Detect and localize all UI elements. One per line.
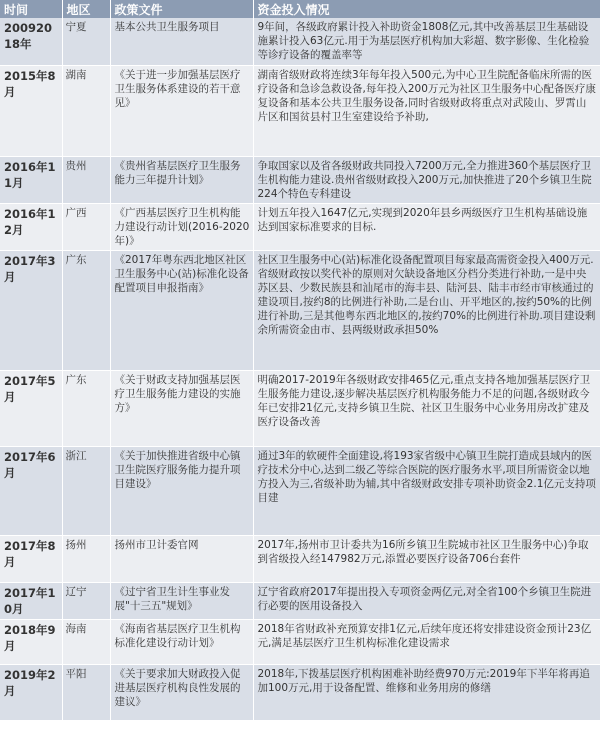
cell-funding: 计划五年投入1647亿元,实现到2020年县乡两级医疗卫生机构基础设施达到国家标准要求的目标. <box>253 203 600 250</box>
cell-policy: 《过宁省卫生计生事业发展"十三五"规划》 <box>110 582 253 619</box>
cell-time: 2017年8月 <box>0 535 62 582</box>
cell-time: 2015年8月 <box>0 65 62 156</box>
cell-time: 2017年6月 <box>0 446 62 535</box>
cell-policy: 《贵州省基层医疗卫生服务能力三年提升计划》 <box>110 156 253 203</box>
cell-policy: 《2017年粤东西北地区社区卫生服务中心(站)标准化设备配置项目申报指南》 <box>110 250 253 370</box>
cell-funding: 2018年省财政补充预算安排1亿元,后续年度还将安排建设资金预计23亿元,满足基层医疗卫生机构标准化建设需求 <box>253 619 600 664</box>
table-row <box>0 18 600 65</box>
cell-region: 辽宁 <box>62 582 110 619</box>
table-row <box>0 156 600 203</box>
cell-funding: 湖南省级财政将连续3年每年投入500元,为中心卫生院配备临床所需的医疗设备和急诊急救设备,每年投入200万元为社区卫生服务中心配备医疗康复设备和基本公共卫生服务设备,同时省级财政将重点对武陵山、罗霄山片区和国贫县村卫生室建设给予补助, <box>253 65 600 156</box>
table-row <box>0 65 600 156</box>
cell-policy: 《关于要求加大财政投入促进基层医疗机构良性发展的建议》 <box>110 664 253 720</box>
table-row <box>0 535 600 582</box>
header-time: 时间 <box>0 0 62 18</box>
cell-time: 2017年10月 <box>0 582 62 619</box>
cell-time: 2017年5月 <box>0 370 62 446</box>
cell-time: 2018年9月 <box>0 619 62 664</box>
cell-funding: 通过3年的软硬件全面建设,将193家省级中心镇卫生院打造成县域内的医疗技术分中心,达到二级乙等综合医院的医疗服务水平,项目所需资金以地方投入为三,省级补助为辅,其中省级财政安排专项补助资金2.1亿元支持项目建 <box>253 446 600 535</box>
cell-region: 广西 <box>62 203 110 250</box>
table-row <box>0 370 600 446</box>
cell-funding: 辽宁省政府2017年提出投入专项资金两亿元,对全省100个乡镇卫生院进行必要的医用设备投入 <box>253 582 600 619</box>
cell-time: 20092018年 <box>0 18 62 65</box>
cell-policy: 《关于加快推进省级中心镇卫生院医疗服务能力提升项目建设》 <box>110 446 253 535</box>
header-region: 地区 <box>62 0 110 18</box>
cell-region: 宁夏 <box>62 18 110 65</box>
table-row <box>0 203 600 250</box>
cell-policy: 基本公共卫生服务项目 <box>110 18 253 65</box>
cell-time: 2017年3月 <box>0 250 62 370</box>
table-row <box>0 582 600 619</box>
table-row <box>0 446 600 535</box>
cell-time: 2016年11月 <box>0 156 62 203</box>
table-row <box>0 664 600 720</box>
table-row <box>0 250 600 370</box>
header-funding: 资金投入情况 <box>253 0 600 18</box>
cell-time: 2016年12月 <box>0 203 62 250</box>
header-policy: 政策文件 <box>110 0 253 18</box>
cell-policy: 扬州市卫计委官网 <box>110 535 253 582</box>
cell-policy: 《海南省基层医疗卫生机构标准化建设行动计划》 <box>110 619 253 664</box>
cell-region: 广东 <box>62 370 110 446</box>
header-row <box>0 0 600 18</box>
cell-region: 广东 <box>62 250 110 370</box>
cell-funding: 争取国家以及省各级财政共同投入7200万元,全力推进360个基层医疗卫生机构能力建设.贵州省级财政投入200万元,加快推进了20个乡镇卫生院224个特色专科建设 <box>253 156 600 203</box>
cell-funding: 明确2017-2019年各级财政安排465亿元,重点支持各地加强基层医疗卫生服务能力建设,逐步解决基层医疗机构服务能力不足的问题,各级财政今年已安排21亿元,支持乡镇卫生院、社区卫生服务中心业务用房改扩建及医疗设备改善 <box>253 370 600 446</box>
table-row <box>0 619 600 664</box>
cell-region: 贵州 <box>62 156 110 203</box>
cell-funding: 2018年,下拨基层医疗机构困难补助经费970万元:2019年下半年将再追加100万元,用于设备配置、维修和业务用房的修缮 <box>253 664 600 720</box>
cell-funding: 9年间，各级政府累计投入补助资金1808亿元,其中改善基层卫生基础设施累计投入63亿元.用于为基层医疗机构加大彩超、数字影像、生化检验等诊疗设备的覆盖率等 <box>253 18 600 65</box>
cell-policy: 《关于进一步加强基层医疗卫生服务体系建设的若干意见》 <box>110 65 253 156</box>
cell-time: 2019年2月 <box>0 664 62 720</box>
cell-policy: 《广西基层医疗卫生机构能力建设行动计划(2016-2020年)》 <box>110 203 253 250</box>
cell-funding: 社区卫生服务中心(站)标准化设备配置项目每家最高需资金投入400万元.省级财政按以奖代补的原则对欠缺设备地区分档分类进行补助,一是中央苏区县、少数民族县和汕尾市的海丰县、陆河县、陆丰市经市审核通过的建设项目,按约8的比例进行补助,二是台山、开平地区的,按约50%的比例进行补助,三是其他粤东西北地区的,按约70%的比例进行补助.项目建设剩余所需资金由市、县两级财政承担50% <box>253 250 600 370</box>
cell-policy: 《关于财政支持加强基层医疗卫生服务能力建设的实施方》 <box>110 370 253 446</box>
cell-region: 浙江 <box>62 446 110 535</box>
cell-region: 湖南 <box>62 65 110 156</box>
cell-region: 平阳 <box>62 664 110 720</box>
cell-region: 海南 <box>62 619 110 664</box>
cell-region: 扬州 <box>62 535 110 582</box>
cell-funding: 2017年,扬州市卫计委共为16所乡镇卫生院城市社区卫生服务中心)争取到省级投入经147982万元,添置必要医疗设备706台套件 <box>253 535 600 582</box>
